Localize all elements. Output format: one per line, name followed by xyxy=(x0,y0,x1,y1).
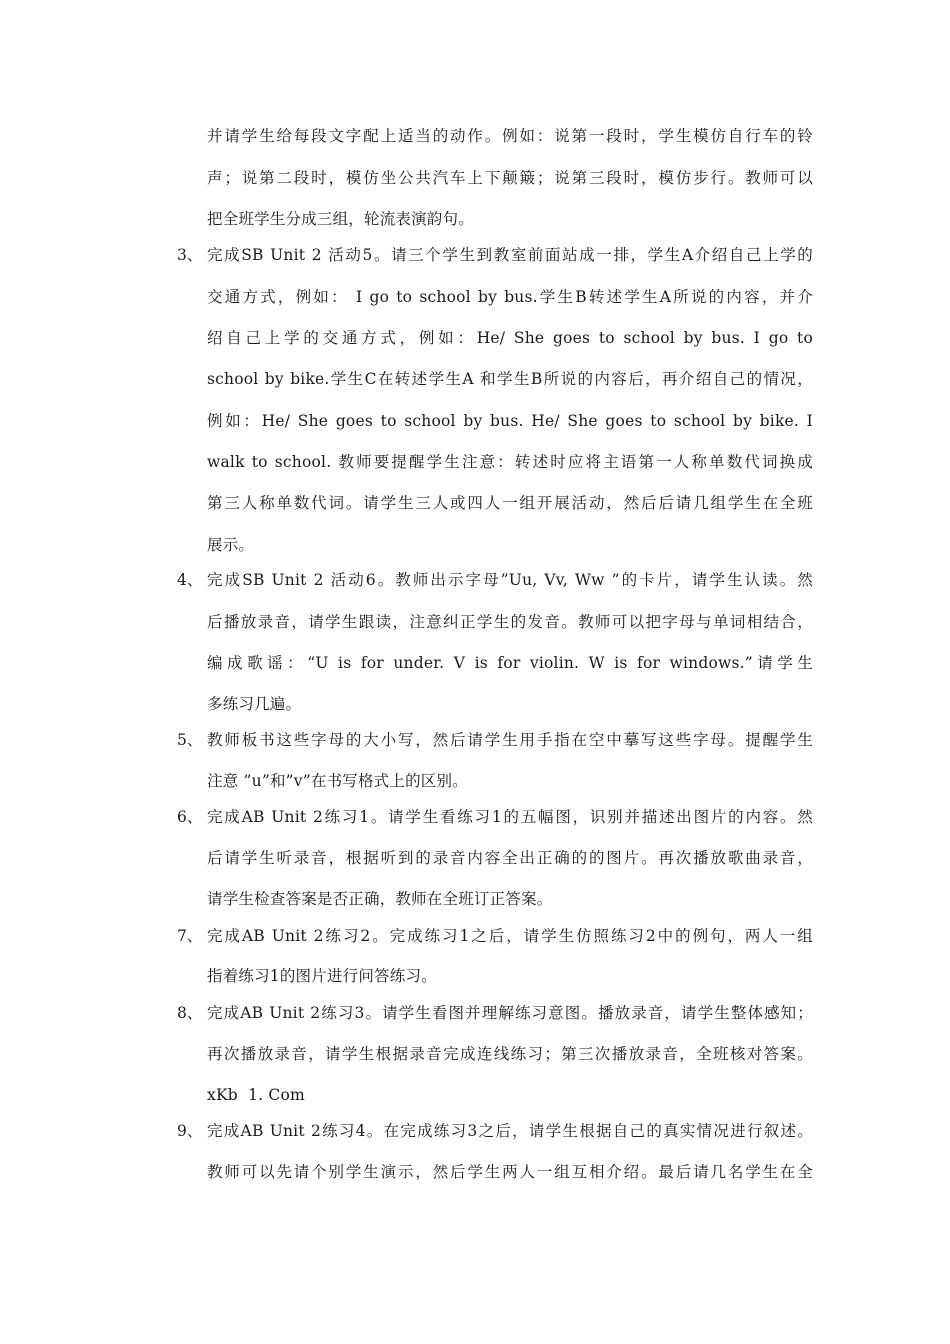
text-line: 后播放录音，请学生跟读，注意纠正学生的发音。教师可以把字母与单词相结合， xyxy=(207,613,813,631)
text-line: school by bike.学生C在转述学生A 和学生B所说的内容后，再介绍自己的情况， xyxy=(207,370,813,388)
text-line: 绍自己上学的交通方式，例如：He/ She goes to school by bus. I go to xyxy=(207,329,813,347)
text-line: 完成SB Unit 2 活动5。请三个学生到教室前面站成一排，学生A介绍自己上学的 xyxy=(207,246,813,264)
text-line: walk to school. 教师要提醒学生注意：转述时应将主语第一人称单数代词换成 xyxy=(207,453,813,471)
text-line: 第三人称单数代词。请学生三人或四人一组开展活动，然后后请几组学生在全班 xyxy=(207,494,813,512)
text-line: 多练习几遍。 xyxy=(207,695,302,713)
item-number: 8、 xyxy=(177,1004,203,1022)
text-line: 展示。 xyxy=(207,536,255,554)
item-number: 4、 xyxy=(177,571,203,589)
text-line: 教师可以先请个别学生演示，然后学生两人一组互相介绍。最后请几名学生在全 xyxy=(207,1163,813,1181)
text-line: xKb 1. Com xyxy=(207,1086,305,1104)
text-line: 完成AB Unit 2练习3。请学生看图并理解练习意图。播放录音，请学生整体感知； xyxy=(207,1004,813,1022)
text-line: 后请学生听录音，根据听到的录音内容全出正确的的图片。再次播放歌曲录音， xyxy=(207,849,813,867)
item-number: 7、 xyxy=(177,927,203,945)
text-line: 把全班学生分成三组，轮流表演韵句。 xyxy=(207,210,474,228)
text-line: 教师板书这些字母的大小写，然后请学生用手指在空中摹写这些字母。提醒学生 xyxy=(207,731,813,749)
text-line: 完成SB Unit 2 活动6。教师出示字母”Uu, Vv, Ww ”的卡片，请学生认读。然 xyxy=(207,571,813,589)
text-line: 完成AB Unit 2练习4。在完成练习3之后，请学生根据自己的真实情况进行叙述。 xyxy=(207,1122,813,1140)
item-number: 6、 xyxy=(177,808,203,826)
item-number: 3、 xyxy=(177,246,203,264)
text-line: 注意 ”u”和”v”在书写格式上的区别。 xyxy=(207,772,468,790)
text-line: 指着练习1的图片进行问答练习。 xyxy=(207,967,437,985)
item-number: 9、 xyxy=(177,1122,203,1140)
text-line: 编成歌谣：“U is for under. V is for violin. W is for windows.”请学生 xyxy=(207,654,813,672)
text-line: 请学生检查答案是否正确，教师在全班订正答案。 xyxy=(207,890,553,908)
text-line: 交通方式，例如： I go to school by bus.学生B转述学生A所说的内容，并介 xyxy=(207,288,813,306)
item-number: 5、 xyxy=(177,731,203,749)
text-line: 并请学生给每段文字配上适当的动作。例如：说第一段时，学生模仿自行车的铃 xyxy=(207,127,813,145)
text-line: 完成AB Unit 2练习1。请学生看练习1的五幅图，识别并描述出图片的内容。然 xyxy=(207,808,813,826)
text-line: 完成AB Unit 2练习2。完成练习1之后，请学生仿照练习2中的例句，两人一组 xyxy=(207,927,813,945)
text-line: 例如：He/ She goes to school by bus. He/ She goes to school by bike. I xyxy=(207,412,813,430)
text-line: 声；说第二段时，模仿坐公共汽车上下颠簸；说第三段时，模仿步行。教师可以 xyxy=(207,169,813,187)
text-line: 再次播放录音，请学生根据录音完成连线练习；第三次播放录音，全班核对答案。 xyxy=(207,1045,813,1063)
